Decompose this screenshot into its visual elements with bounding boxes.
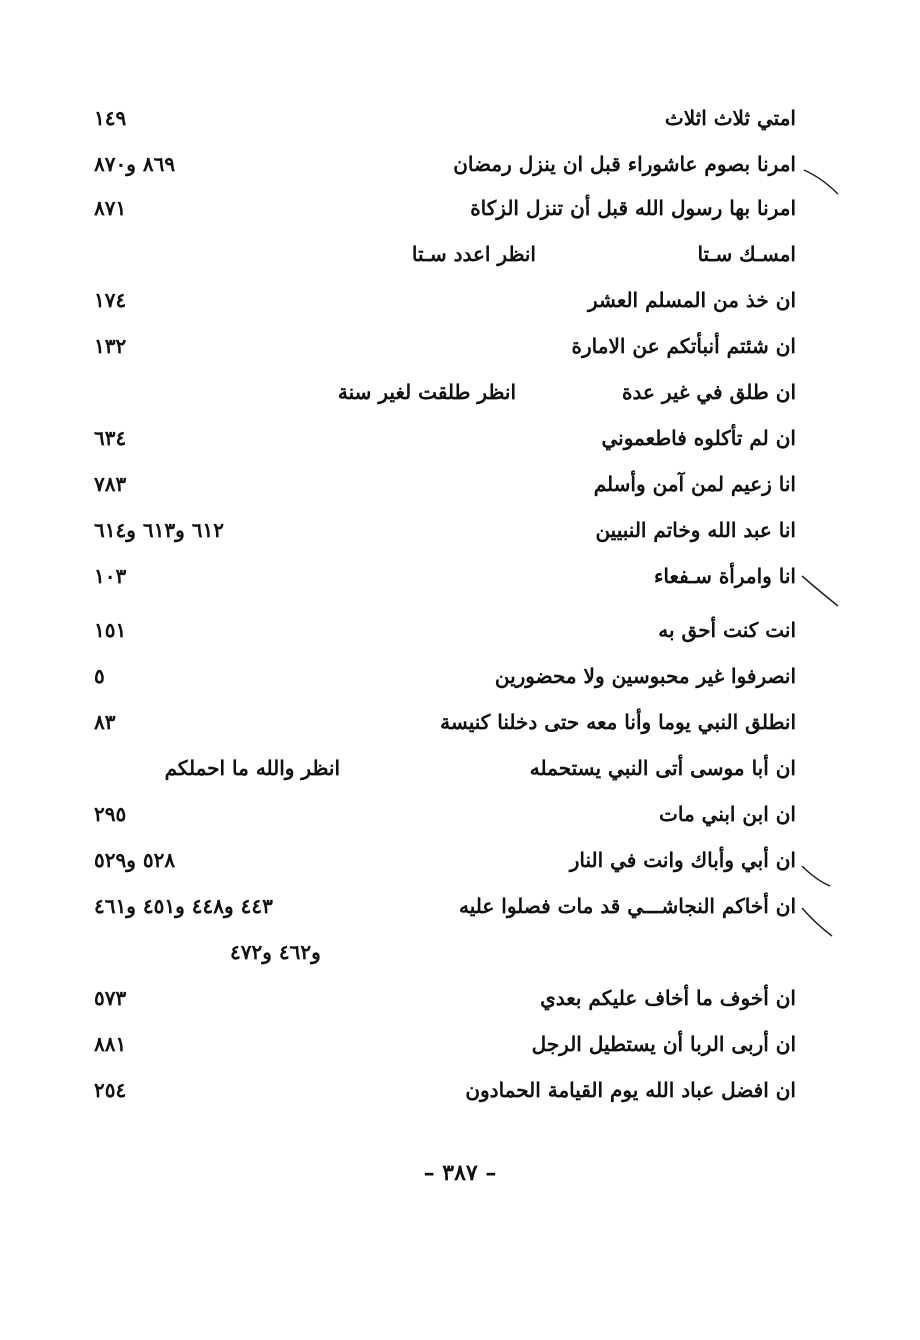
index-entry-continuation (0, 936, 920, 976)
reference-numbers: ٢٥٤ (94, 1078, 127, 1102)
index-entry (0, 148, 920, 188)
hadith-text: انا وامرأة سـفعاء (653, 564, 796, 588)
hadith-text: ان ابن ابني مات (659, 802, 796, 826)
index-entry (0, 330, 920, 370)
index-entry (0, 102, 920, 142)
pen-mark (800, 572, 860, 632)
reference-numbers: ٥٢٨ و٥٢٩ (94, 848, 176, 872)
hadith-text: ان طلق في غير عدة (622, 380, 796, 404)
index-entry (0, 1028, 920, 1068)
index-entry (0, 844, 920, 884)
index-entry (0, 798, 920, 838)
index-entry (0, 890, 920, 930)
reference-numbers: ٨٧١ (94, 196, 127, 220)
hadith-text: انطلق النبي يوما وأنا معه حتى دخلنا كنيسة (440, 710, 796, 734)
reference-numbers: ١٤٩ (94, 106, 127, 130)
hadith-text: ان لم تأكلوه فاطعموني (601, 426, 796, 450)
index-entry (0, 660, 920, 700)
reference-continuation: و٤٦٢ و٤٧٢ (230, 940, 321, 964)
hadith-text: ان شئتم أنبأتكم عن الامارة (571, 334, 796, 358)
hadith-text: ان أربى الربا أن يستطيل الرجل (531, 1032, 796, 1056)
index-entry (0, 284, 920, 324)
hadith-text: ان أبي وأباك وانت في النار (569, 848, 796, 872)
index-entry (0, 514, 920, 554)
index-entry (0, 982, 920, 1022)
hadith-text: امرنا بها رسول الله قبل أن تنزل الزكاة (470, 196, 796, 220)
hadith-text: انا زعيم لمن آمن وأسلم (593, 472, 796, 496)
reference-numbers: ٧٨٣ (94, 472, 127, 496)
hadith-text: انت كنت أحق به (658, 618, 796, 642)
hadith-text: ان أخوف ما أخاف عليكم بعدي (540, 986, 796, 1010)
cross-reference: انظر طلقت لغير سنة (337, 380, 516, 404)
index-entry (0, 238, 920, 278)
cross-reference: انظر اعدد سـتا (411, 242, 536, 266)
index-entry (0, 1074, 920, 1114)
reference-numbers: ٤٤٣ و٤٤٨ و٤٥١ و٤٦١ (94, 894, 273, 918)
hadith-text: امرنا بصوم عاشوراء قبل ان ينزل رمضان (453, 152, 796, 176)
reference-numbers: ٢٩٥ (94, 802, 127, 826)
reference-numbers: ٨٣ (94, 710, 116, 734)
reference-numbers: ٥٧٣ (94, 986, 127, 1010)
hadith-text: ان خذ من المسلم العشر (587, 288, 796, 312)
index-entry (0, 706, 920, 746)
hadith-text: انا عبد الله وخاتم النبيين (595, 518, 796, 542)
reference-numbers: ٦٣٤ (94, 426, 127, 450)
index-entry (0, 560, 920, 600)
hadith-text: ان أخاكم النجاشـــي قد مات فصلوا عليه (459, 894, 796, 918)
reference-numbers: ٨٦٩ و٨٧٠ (94, 152, 176, 176)
reference-numbers: ٥ (94, 664, 105, 688)
reference-numbers: ١٥١ (94, 618, 127, 642)
page-number: – ٣٨٧ – (423, 1160, 497, 1186)
index-entry (0, 376, 920, 416)
index-entry (0, 468, 920, 508)
index-entry (0, 422, 920, 462)
reference-numbers: ١٣٢ (94, 334, 127, 358)
hadith-text: امتي ثلاث اثلاث (664, 106, 796, 130)
reference-numbers: ٦١٢ و٦١٣ و٦١٤ (94, 518, 224, 542)
cross-reference: انظر والله ما احملكم (164, 756, 340, 780)
index-entry (0, 192, 920, 232)
hadith-text: ان افضل عباد الله يوم القيامة الحمادون (465, 1078, 796, 1102)
hadith-text: ان أبا موسى أتى النبي يستحمله (529, 756, 796, 780)
reference-numbers: ١٠٣ (94, 564, 127, 588)
reference-numbers: ٨٨١ (94, 1032, 127, 1056)
pen-mark (800, 904, 860, 964)
pen-mark (802, 164, 862, 224)
reference-numbers: ١٧٤ (94, 288, 127, 312)
hadith-text: امسـك سـتا (697, 242, 796, 266)
hadith-text: انصرفوا غير محبوسين ولا محضورين (494, 664, 796, 688)
index-entry (0, 614, 920, 654)
index-entry (0, 752, 920, 792)
